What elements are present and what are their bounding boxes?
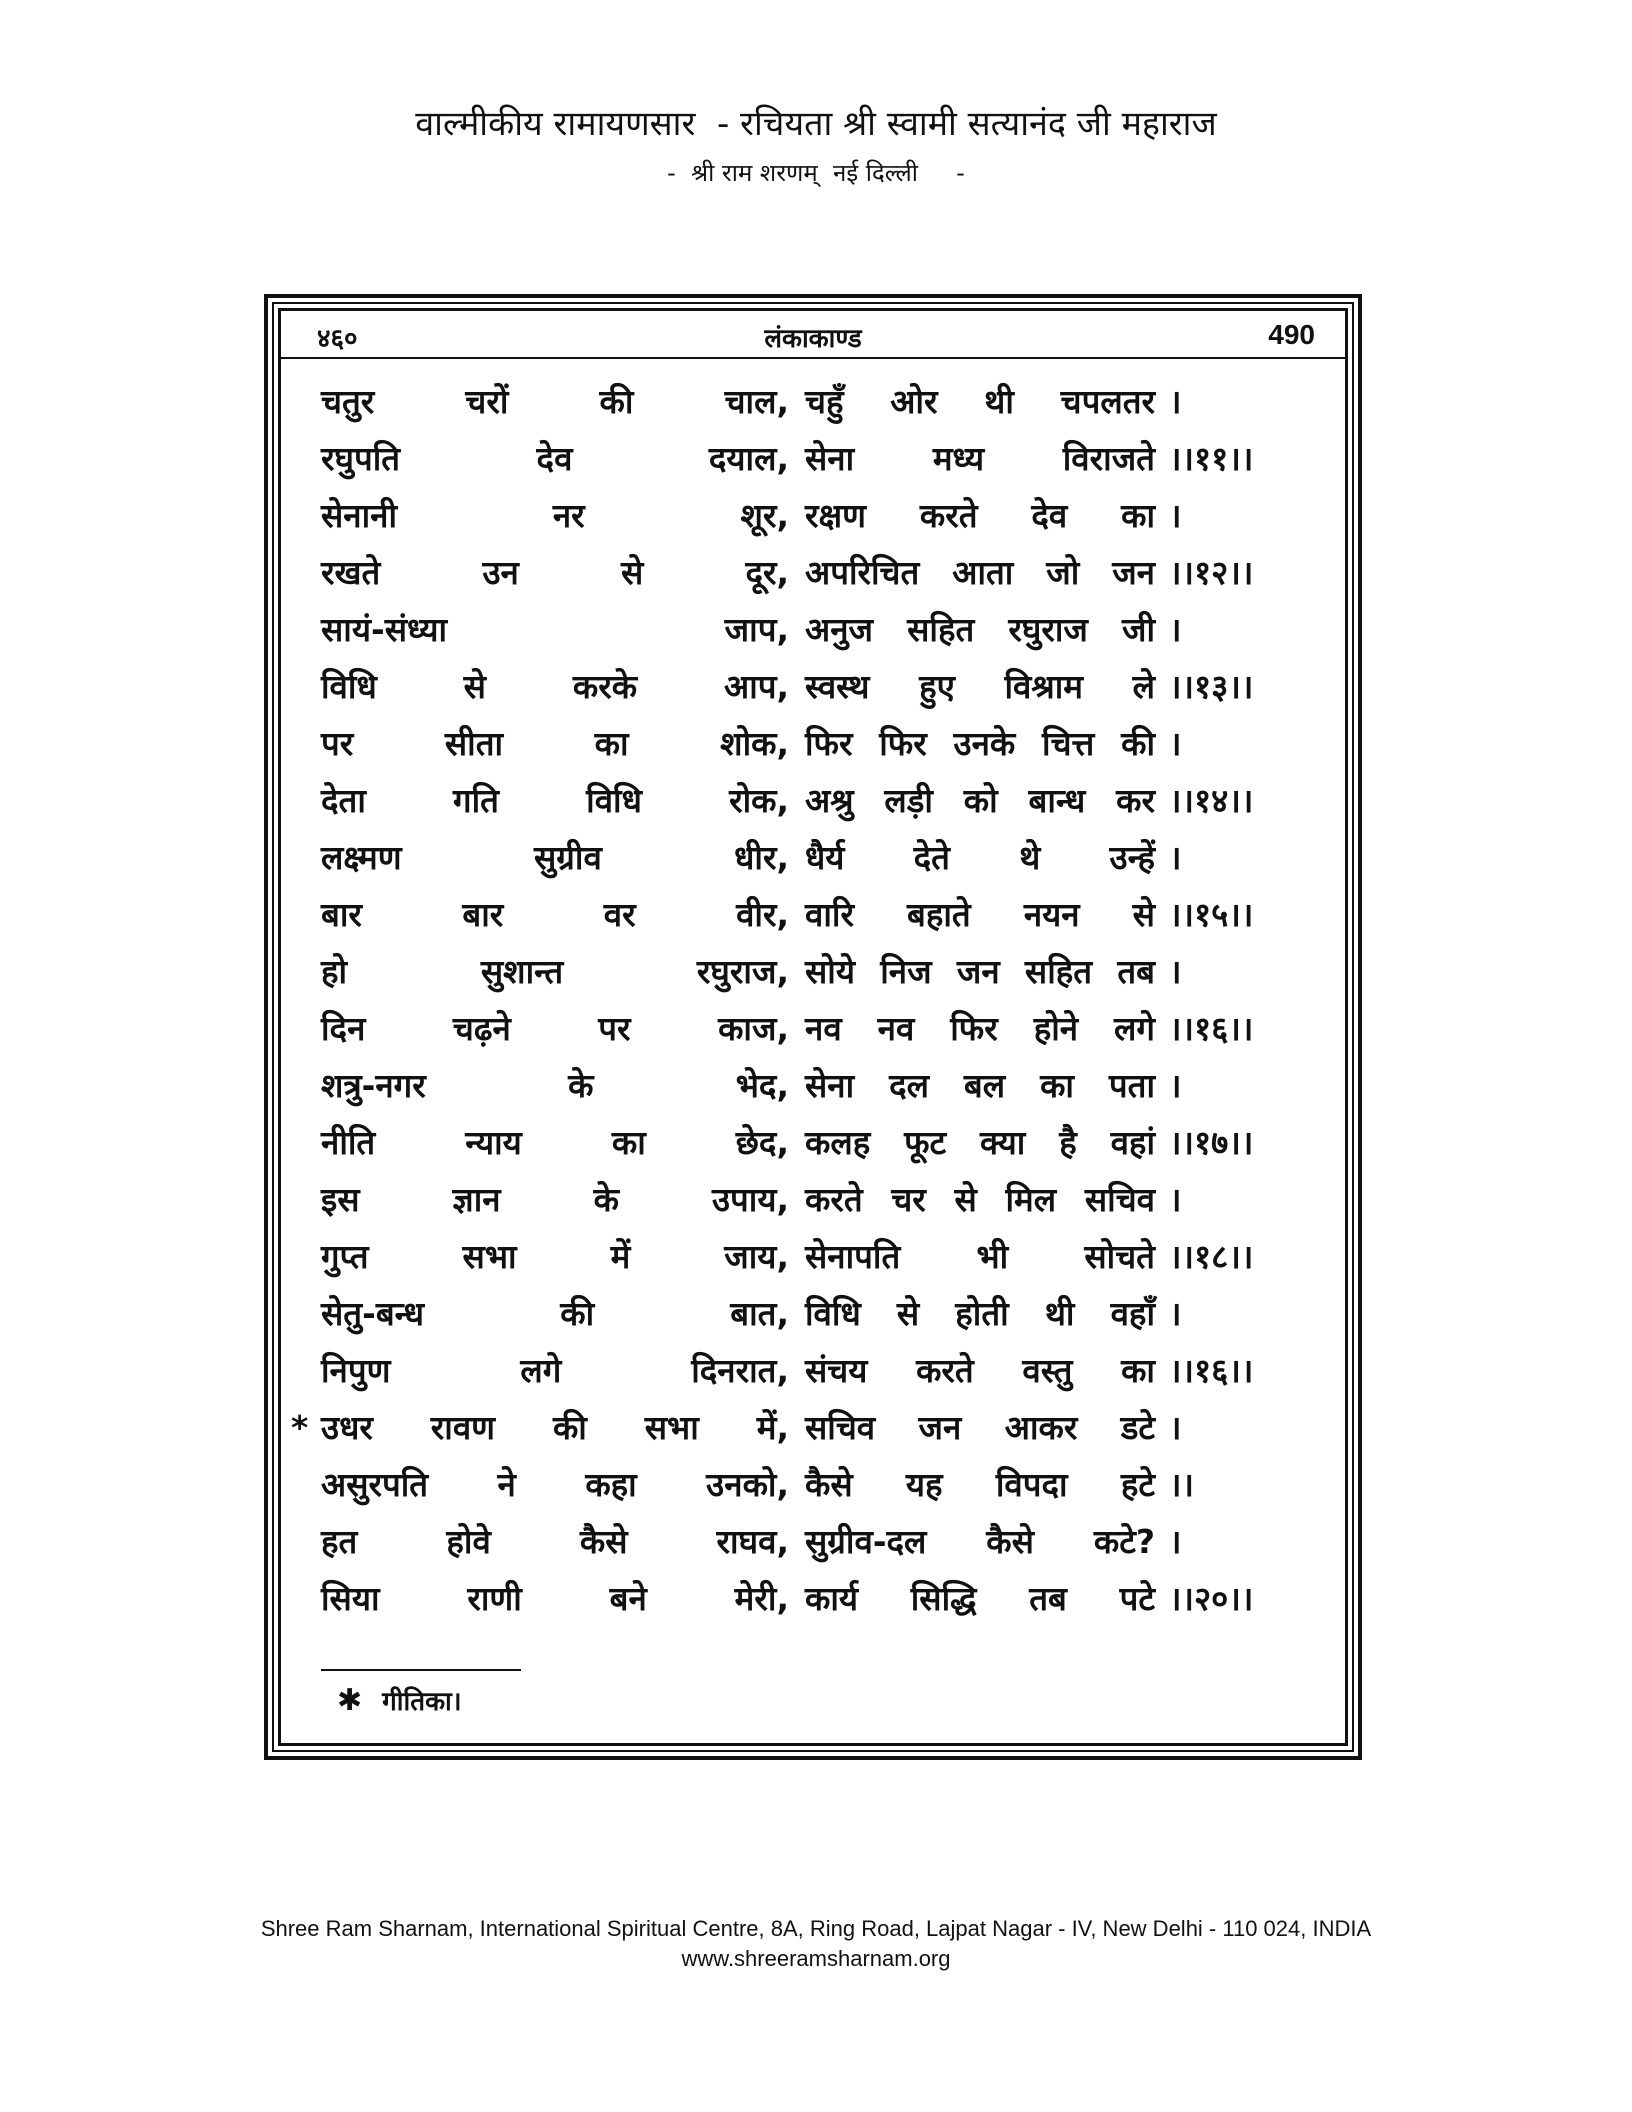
verse-block bbox=[291, 373, 1341, 1627]
page-number-devanagari: ४६० bbox=[317, 324, 358, 354]
verse-line bbox=[321, 544, 1341, 601]
verse-line bbox=[321, 601, 1341, 658]
verse-second-half: स्वस्थ हुए विश्राम ले bbox=[805, 667, 1155, 706]
verse-first-half: उधर रावण की सभा में, bbox=[321, 1408, 789, 1447]
verse-line bbox=[321, 1057, 1341, 1114]
verse-marker: ।।२०।। bbox=[1169, 1579, 1254, 1618]
verse-marker: ।।१४।। bbox=[1169, 781, 1254, 820]
verse-line bbox=[321, 943, 1341, 1000]
verse-first-half: निपुण लगे दिनरात, bbox=[321, 1351, 789, 1390]
verse-second-half: सेना मध्य विराजते bbox=[805, 439, 1155, 478]
verse-marker: । bbox=[1169, 724, 1182, 763]
verse-second-half: नव नव फिर होने लगे bbox=[805, 1009, 1155, 1048]
verse-second-half: सेना दल बल का पता bbox=[805, 1066, 1155, 1105]
verse-marker: ।।१८।। bbox=[1169, 1237, 1254, 1276]
verse-first-half: सायं-संध्या जाप, bbox=[321, 610, 789, 649]
footnote-star-icon: ✱ bbox=[337, 1683, 363, 1718]
verse-first-half: विधि से करके आप, bbox=[321, 667, 789, 706]
verse-second-half: कलह फूट क्या है वहां bbox=[805, 1123, 1155, 1162]
verse-line bbox=[321, 1342, 1341, 1399]
verse-marker: ।।११।। bbox=[1169, 439, 1254, 478]
verse-first-half: असुरपति ने कहा उनको, bbox=[321, 1465, 789, 1504]
verse-first-half: इस ज्ञान के उपाय, bbox=[321, 1180, 789, 1219]
verse-line bbox=[321, 1171, 1341, 1228]
page-number: 490 bbox=[1268, 319, 1315, 350]
verse-marker: । bbox=[1169, 382, 1182, 421]
verse-line bbox=[321, 1570, 1341, 1627]
verse-marker: ।।१३।। bbox=[1169, 667, 1254, 706]
page-frame-middle bbox=[272, 302, 1354, 1752]
verse-line bbox=[321, 430, 1341, 487]
document-header bbox=[0, 102, 1632, 190]
verse-line bbox=[321, 1114, 1341, 1171]
verse-first-half: चतुर चरों की चाल, bbox=[321, 382, 789, 421]
verse-marker: ।। bbox=[1169, 1465, 1195, 1504]
verse-first-half: गुप्त सभा में जाय, bbox=[321, 1237, 789, 1276]
verse-second-half: संचय करते वस्तु का bbox=[805, 1351, 1155, 1390]
verse-second-half: सोये निज जन सहित तब bbox=[805, 952, 1155, 991]
verse-marker: ।।१६।। bbox=[1169, 1009, 1254, 1048]
verse-marker: । bbox=[1169, 1294, 1182, 1333]
verse-marker: । bbox=[1169, 496, 1182, 535]
document-footer bbox=[0, 1914, 1632, 1974]
verse-marker: । bbox=[1169, 1180, 1182, 1219]
verse-line bbox=[321, 886, 1341, 943]
verse-marker: ।।१७।। bbox=[1169, 1123, 1254, 1162]
verse-marker: । bbox=[1169, 952, 1182, 991]
footnote bbox=[337, 1681, 462, 1722]
verse-second-half: चहुँ ओर थी चपलतर bbox=[805, 382, 1155, 421]
verse-first-half: सिया राणी बने मेरी, bbox=[321, 1579, 789, 1618]
verse-first-half: शत्रु-नगर के भेद, bbox=[321, 1066, 789, 1105]
verse-second-half: अपरिचित आता जो जन bbox=[805, 553, 1155, 592]
verse-line bbox=[321, 715, 1341, 772]
header-subtitle: - श्री राम शरणम् नई दिल्ली - bbox=[667, 159, 965, 187]
verse-line bbox=[321, 658, 1341, 715]
footer-address: Shree Ram Sharnam, International Spiritual Centre, 8A, Ring Road, Lajpat Nagar - IV, New Delhi - 110 024, INDIA bbox=[260, 1916, 1372, 1941]
verse-first-half: बार बार वर वीर, bbox=[321, 895, 789, 934]
verse-second-half: सुग्रीव-दल कैसे कटे? bbox=[805, 1522, 1155, 1561]
verse-second-half: कैसे यह विपदा हटे bbox=[805, 1465, 1155, 1504]
verse-second-half: फिर फिर उनके चित्त की bbox=[805, 724, 1155, 763]
verse-second-half: अनुज सहित रघुराज जी bbox=[805, 610, 1155, 649]
verse-second-half: वारि बहाते नयन से bbox=[805, 895, 1155, 934]
verse-first-half: सेतु-बन्ध की बात, bbox=[321, 1294, 789, 1333]
verse-first-half: देता गति विधि रोक, bbox=[321, 781, 789, 820]
verse-first-half: सेनानी नर शूर, bbox=[321, 496, 789, 535]
verse-marker: ।।१५।। bbox=[1169, 895, 1254, 934]
verse-second-half: सेनापति भी सोचते bbox=[805, 1237, 1155, 1276]
verse-first-half: पर सीता का शोक, bbox=[321, 724, 789, 763]
verse-line bbox=[321, 1456, 1341, 1513]
page-frame-inner bbox=[278, 308, 1348, 1746]
verse-line bbox=[321, 1513, 1341, 1570]
verse-line bbox=[321, 373, 1341, 430]
chapter-title: लंकाकाण्ड bbox=[764, 324, 862, 354]
verse-line bbox=[291, 1399, 1341, 1456]
verse-second-half: धैर्य देते थे उन्हें bbox=[805, 838, 1155, 877]
header-title: वाल्मीकीय रामायणसार - रचियता श्री स्वामी सत्यानंद जी महाराज bbox=[415, 104, 1217, 144]
footnote-text: गीतिका। bbox=[382, 1687, 462, 1717]
verse-marker: । bbox=[1169, 1066, 1182, 1105]
verse-second-half: अश्रु लड़ी को बान्ध कर bbox=[805, 781, 1155, 820]
verse-marker: । bbox=[1169, 1408, 1182, 1447]
verse-line bbox=[321, 487, 1341, 544]
verse-second-half: सचिव जन आकर डटे bbox=[805, 1408, 1155, 1447]
verse-second-half: करते चर से मिल सचिव bbox=[805, 1180, 1155, 1219]
verse-marker: । bbox=[1169, 1522, 1182, 1561]
verse-first-half: हो सुशान्त रघुराज, bbox=[321, 952, 789, 991]
footer-url: www.shreeramsharnam.org bbox=[681, 1946, 951, 1971]
verse-second-half: विधि से होती थी वहाँ bbox=[805, 1294, 1155, 1333]
verse-first-half: दिन चढ़ने पर काज, bbox=[321, 1009, 789, 1048]
verse-second-half: रक्षण करते देव का bbox=[805, 496, 1155, 535]
verse-first-half: लक्ष्मण सुग्रीव धीर, bbox=[321, 838, 789, 877]
footnote-divider bbox=[321, 1669, 521, 1671]
verse-line bbox=[321, 1285, 1341, 1342]
verse-first-half: हत होवे कैसे राघव, bbox=[321, 1522, 789, 1561]
verse-line bbox=[321, 829, 1341, 886]
verse-line bbox=[321, 772, 1341, 829]
verse-marker: । bbox=[1169, 838, 1182, 877]
verse-first-half: रखते उन से दूर, bbox=[321, 553, 789, 592]
verse-first-half: नीति न्याय का छेद, bbox=[321, 1123, 789, 1162]
page-running-header bbox=[281, 311, 1345, 359]
verse-first-half: रघुपति देव दयाल, bbox=[321, 439, 789, 478]
verse-marker: ।।१२।। bbox=[1169, 553, 1254, 592]
verse-marker: । bbox=[1169, 610, 1182, 649]
verse-marker: ।।१६।। bbox=[1169, 1351, 1254, 1390]
page-frame bbox=[264, 294, 1362, 1760]
verse-line bbox=[321, 1000, 1341, 1057]
gitika-star-icon: * bbox=[291, 1408, 309, 1447]
verse-line bbox=[321, 1228, 1341, 1285]
verse-second-half: कार्य सिद्धि तब पटे bbox=[805, 1579, 1155, 1618]
